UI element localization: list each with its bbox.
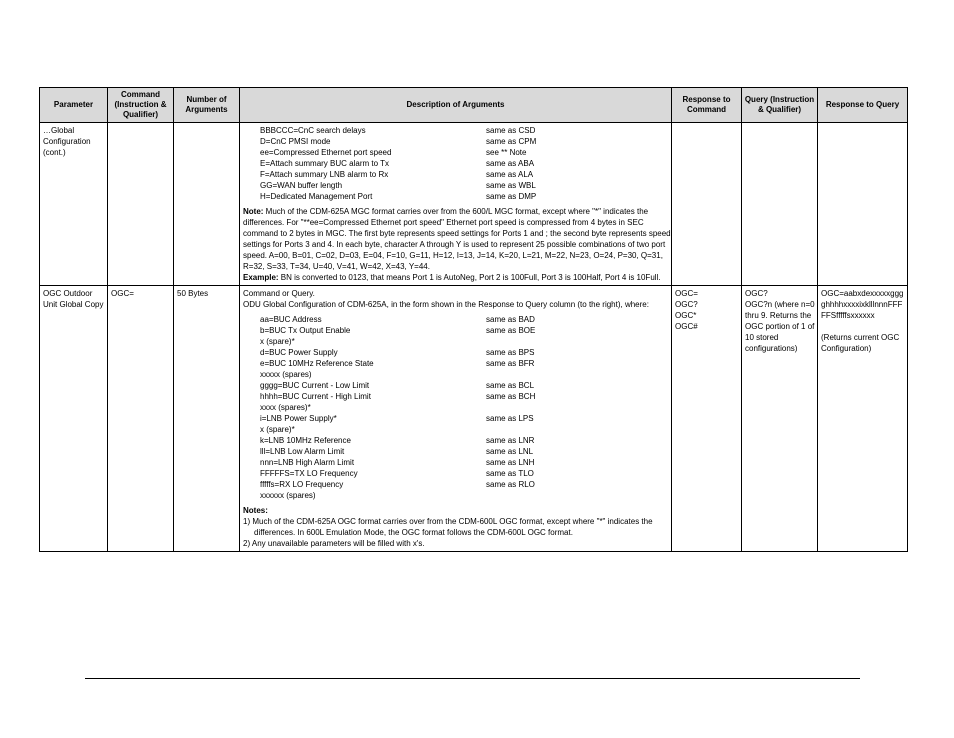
command-table (39, 87, 908, 552)
query-response-cell (818, 123, 908, 286)
argument-pair: xxxx (spares)* (260, 403, 311, 412)
argument-pair: e=BUC 10MHz Reference State same as BFR (260, 359, 535, 368)
example-line: Example: BN is converted to 0123, that means Port 1 is AutoNeg, Port 2 is 100Full, Port 3 is 100Half, Port 4 is 10Full. (243, 273, 661, 282)
args-cell: 50 Bytes (174, 286, 240, 552)
argument-pair: nnn=LNB High Alarm Limit same as LNH (260, 458, 535, 467)
argument-pair: FFFFFS=TX LO Frequency same as TLO (260, 469, 534, 478)
description-cell (240, 123, 672, 286)
query-response-cell: OGC=aabxdexxxxxggg ghhhhxxxxixklllnnnFFF FFSfffffsxxxxxx (Returns current OGC Configuration) (818, 286, 908, 552)
header-parameter: Parameter (40, 88, 108, 123)
argument-pair: xxxxx (spares) (260, 370, 312, 379)
note-item: 1) Much of the CDM-625A OGC format carries over from the CDM-600L OGC format, except where "*" indicates the (243, 517, 653, 526)
parameter-cell: OGC Outdoor Unit Global Copy (40, 286, 108, 552)
table-header-row (40, 88, 908, 123)
notes-heading: Notes: (243, 506, 268, 515)
description-intro: ODU Global Configuration of CDM-625A, in the form shown in the Response to Query column (to the right), where: (243, 300, 649, 309)
argument-pair: F=Attach summary LNB alarm to Rx same as ALA (260, 170, 534, 179)
notes-list (243, 516, 668, 549)
query-cell (742, 123, 818, 286)
argument-pair: aa=BUC Address same as BAD (260, 315, 535, 324)
description-intro: Command or Query. (243, 289, 315, 298)
header-number-of-arguments: Number of Arguments (174, 88, 240, 123)
footer-divider (85, 678, 860, 679)
description-cell (240, 286, 672, 552)
header-command: Command (Instruction & Qualifier) (108, 88, 174, 123)
argument-pair: b=BUC Tx Output Enable same as BOE (260, 326, 536, 335)
response-cell: OGC= OGC? OGC* OGC# (672, 286, 742, 552)
argument-pair: i=LNB Power Supply* same as LPS (260, 414, 534, 423)
note-item-continued: differences. In 600L Emulation Mode, the OGC format follows the CDM-600L OGC format. (254, 528, 573, 537)
argument-pair: gggg=BUC Current - Low Limit same as BCL (260, 381, 535, 390)
args-cell (174, 123, 240, 286)
header-description: Description of Arguments (240, 88, 672, 123)
argument-pair: ee=Compressed Ethernet port speed see ** Note (260, 148, 527, 157)
header-query: Query (Instruction & Qualifier) (742, 88, 818, 123)
argument-pair: xxxxxx (spares) (260, 491, 316, 500)
argument-pair: E=Attach summary BUC alarm to Tx same as ABA (260, 159, 535, 168)
note-paragraph: Note: Much of the CDM-625A MGC format carries over from the 600/L MGC format, except where "*" indicates the differences. For "**ee=Compressed Ethernet port speed" Ethernet port speed is compressed from 4 bytes in SEC command to 2 bytes in MGC. The first byte represents speed settings for Ports 1 and ; the second byte represents speed settings for Ports 3 and 4. In each byte, character A through Y is used to represent 25 possible combinations of two port speed. A=00, B=01, C=02, D=03, E=04, F=10, G=11, H=12, I=13, J=14, K=20, L=21, M=22, N=23, O=24, P=30, Q=31, R=32, S=33, T=34, U=40, V=41, W=42, X=43, Y=44. Example: BN is converted to 0123, that means Port 1 is AutoNeg, Port 2 is 100Full, Port 3 is 100Half, Port 4 is 10Full. (243, 207, 671, 282)
note-item: 2) Any unavailable parameters will be filled with x's. (243, 539, 425, 548)
argument-pair: BBBCCC=CnC search delays same as CSD (260, 126, 536, 135)
argument-pair: D=CnC PMSI mode same as CPM (260, 137, 537, 146)
header-response-to-query: Response to Query (818, 88, 908, 123)
table-row-ogc (40, 286, 908, 552)
argument-pair: x (spare)* (260, 337, 295, 346)
parameter-cell: …Global Configuration (cont.) (40, 123, 108, 286)
command-cell: OGC= (108, 286, 174, 552)
argument-pair: d=BUC Power Supply same as BPS (260, 348, 535, 357)
argument-pair: fffffs=RX LO Frequency same as RLO (260, 480, 535, 489)
argument-pair: H=Dedicated Management Port same as DMP (260, 192, 537, 201)
argument-pair: k=LNB 10MHz Reference same as LNR (260, 436, 535, 445)
query-cell: OGC? OGC?n (where n=0 thru 9. Returns the OGC portion of 1 of 10 stored configurations) (742, 286, 818, 552)
argument-pair: lll=LNB Low Alarm Limit same as LNL (260, 447, 534, 456)
header-response-to-command: Response to Command (672, 88, 742, 123)
command-cell (108, 123, 174, 286)
response-cell (672, 123, 742, 286)
argument-pair: GG=WAN buffer length same as WBL (260, 181, 536, 190)
argument-pair: hhhh=BUC Current - High Limit same as BCH (260, 392, 536, 401)
argument-pair: x (spare)* (260, 425, 295, 434)
table-row-global-configuration (40, 123, 908, 286)
